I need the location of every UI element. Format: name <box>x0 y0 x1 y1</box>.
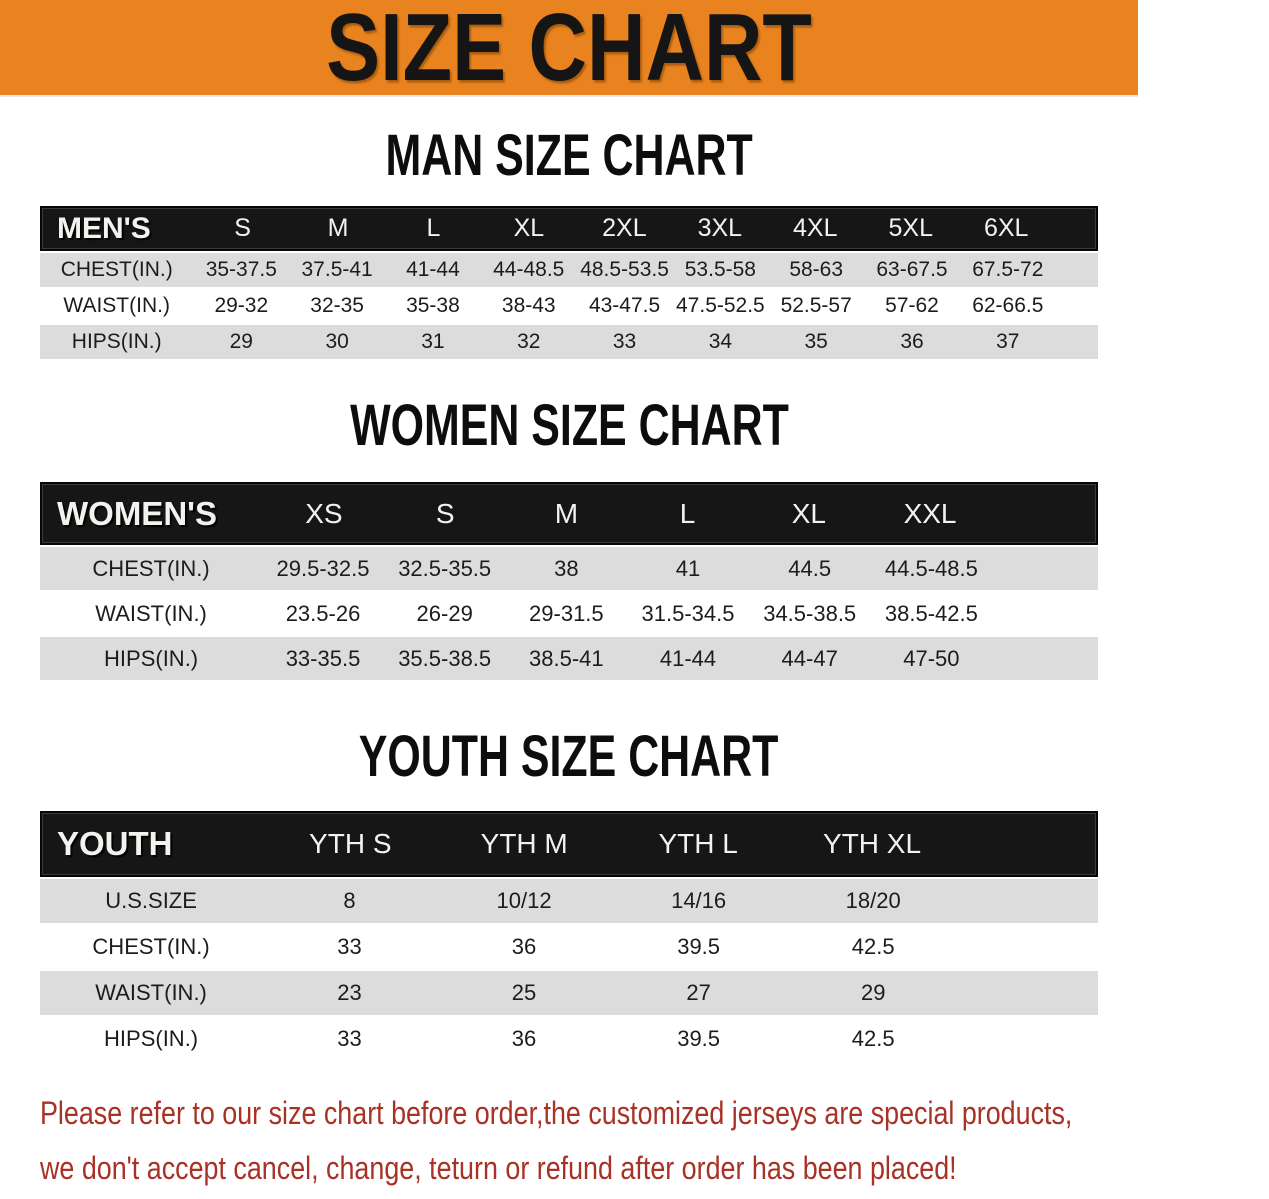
corner-label: YOUTH <box>57 825 173 862</box>
size-column-header: YTH L <box>658 828 738 859</box>
value-cell: 63-67.5 <box>876 258 948 281</box>
value-cell: 36 <box>900 330 924 353</box>
youth-section-heading-text: YOUTH SIZE CHART <box>359 724 779 789</box>
value-cell: 39.5 <box>677 1026 721 1051</box>
value-cell: 37 <box>996 330 1020 353</box>
size-column-header: XXL <box>903 497 957 529</box>
size-column-header: L <box>679 497 696 529</box>
size-column-header: 2XL <box>602 214 647 242</box>
value-cell: 44-47 <box>781 645 838 671</box>
row-label: WAIST(IN.) <box>63 294 170 317</box>
value-cell: 38 <box>554 555 579 581</box>
value-cell: 53.5-58 <box>684 258 756 281</box>
size-column-header: XL <box>513 214 545 242</box>
table-header-row <box>40 482 1098 545</box>
value-cell: 38-43 <box>501 294 556 317</box>
value-cell: 39.5 <box>677 934 721 959</box>
value-cell: 30 <box>325 330 349 353</box>
size-column-header: YTH XL <box>823 828 922 859</box>
value-cell: 35 <box>804 330 828 353</box>
value-cell: 27 <box>686 980 711 1005</box>
disclaimer <box>40 1089 1128 1199</box>
value-cell: 26-29 <box>416 600 473 626</box>
value-cell: 44.5 <box>788 555 832 581</box>
value-cell: 33 <box>612 330 637 353</box>
youth-section-heading <box>0 724 1138 789</box>
value-cell: 34.5-38.5 <box>763 600 857 626</box>
table-row <box>40 253 1098 287</box>
man-section-heading-text: MAN SIZE CHART <box>385 123 753 188</box>
value-cell: 41-44 <box>659 645 717 671</box>
value-cell: 36 <box>511 1026 537 1051</box>
value-cell: 33 <box>337 1026 362 1051</box>
value-cell: 44-48.5 <box>493 258 565 281</box>
row-label: U.S.SIZE <box>105 888 197 913</box>
row-label: HIPS(IN.) <box>71 330 162 353</box>
size-column-header: XS <box>305 497 343 529</box>
value-cell: 34 <box>708 330 733 353</box>
value-cell: 67.5-72 <box>972 258 1044 281</box>
size-column-header: L <box>426 214 441 242</box>
value-cell: 41-44 <box>406 258 460 281</box>
value-cell: 8 <box>343 888 356 913</box>
value-cell: 36 <box>511 934 537 959</box>
value-cell: 47-50 <box>903 645 960 671</box>
row-label: CHEST(IN.) <box>92 555 210 581</box>
value-cell: 32 <box>517 330 541 353</box>
table-header-row <box>40 811 1098 877</box>
disclaimer-line-2: we don't accept cancel, change, teturn or refund after order has been placed! <box>40 1150 957 1186</box>
value-cell: 62-66.5 <box>972 294 1044 317</box>
value-cell: 52.5-57 <box>780 294 852 317</box>
women-section-heading <box>0 393 1138 458</box>
value-cell: 57-62 <box>885 294 939 317</box>
table-row <box>40 592 1098 635</box>
value-cell: 33-35.5 <box>285 645 361 671</box>
value-cell: 43-47.5 <box>588 294 661 317</box>
women-size-table <box>40 482 1098 680</box>
value-cell: 33 <box>337 934 362 959</box>
table-row <box>40 1017 1098 1061</box>
value-cell: 25 <box>511 980 537 1005</box>
size-column-header: 3XL <box>697 214 743 242</box>
value-cell: 58-63 <box>789 258 844 281</box>
table-row <box>40 547 1098 590</box>
row-label: HIPS(IN.) <box>104 1026 199 1051</box>
value-cell: 38.5-41 <box>529 645 604 671</box>
value-cell: 29-32 <box>214 294 269 317</box>
value-cell: 35.5-38.5 <box>398 645 492 671</box>
value-cell: 32-35 <box>310 294 364 317</box>
table-row <box>40 637 1098 680</box>
value-cell: 29 <box>860 980 886 1005</box>
row-label: CHEST(IN.) <box>92 934 210 959</box>
table-row <box>40 925 1098 969</box>
value-cell: 42.5 <box>851 1026 895 1051</box>
value-cell: 31 <box>421 330 445 353</box>
value-cell: 47.5-52.5 <box>676 294 765 317</box>
size-column-header: M <box>327 214 349 242</box>
value-cell: 42.5 <box>851 934 895 959</box>
value-cell: 29.5-32.5 <box>276 555 370 581</box>
row-label: HIPS(IN.) <box>104 645 199 671</box>
disclaimer-line-1: Please refer to our size chart before order,the customized jerseys are special products, <box>40 1095 1073 1131</box>
value-cell: 35-37.5 <box>205 258 277 281</box>
row-label: WAIST(IN.) <box>95 600 207 626</box>
size-column-header: S <box>234 214 251 242</box>
value-cell: 37.5-41 <box>301 258 373 281</box>
size-column-header: YTH M <box>480 828 568 859</box>
value-cell: 23.5-26 <box>285 600 361 626</box>
men-size-table <box>40 206 1098 359</box>
corner-label: MEN'S <box>57 211 151 245</box>
table-row <box>40 879 1098 923</box>
women-section-heading-text: WOMEN SIZE CHART <box>349 393 789 458</box>
value-cell: 41 <box>675 555 701 581</box>
value-cell: 23 <box>337 980 362 1005</box>
size-column-header: 4XL <box>793 214 838 242</box>
value-cell: 10/12 <box>496 888 552 913</box>
corner-label: WOMEN'S <box>57 494 218 532</box>
size-column-header: 5XL <box>888 214 933 242</box>
size-column-header: M <box>554 497 579 529</box>
youth-size-table <box>40 811 1098 1061</box>
table-row <box>40 971 1098 1015</box>
size-column-header: S <box>435 497 455 529</box>
value-cell: 48.5-53.5 <box>580 258 669 281</box>
value-cell: 18/20 <box>845 888 901 913</box>
value-cell: 29-31.5 <box>529 600 604 626</box>
size-column-header: YTH S <box>309 828 392 859</box>
banner-title: SIZE CHART <box>326 0 812 101</box>
value-cell: 32.5-35.5 <box>398 555 492 581</box>
size-column-header: 6XL <box>983 214 1029 242</box>
value-cell: 44.5-48.5 <box>884 555 978 581</box>
value-cell: 14/16 <box>671 888 727 913</box>
table-header-row <box>40 206 1098 251</box>
banner <box>0 0 1138 101</box>
table-row <box>40 325 1098 359</box>
table-row <box>40 289 1098 323</box>
value-cell: 29 <box>229 330 253 353</box>
man-section-heading <box>0 123 1138 188</box>
value-cell: 38.5-42.5 <box>884 600 978 626</box>
row-label: WAIST(IN.) <box>95 980 207 1005</box>
value-cell: 35-38 <box>406 294 460 317</box>
row-label: CHEST(IN.) <box>60 258 173 281</box>
value-cell: 31.5-34.5 <box>641 600 735 626</box>
size-column-header: XL <box>791 497 826 529</box>
